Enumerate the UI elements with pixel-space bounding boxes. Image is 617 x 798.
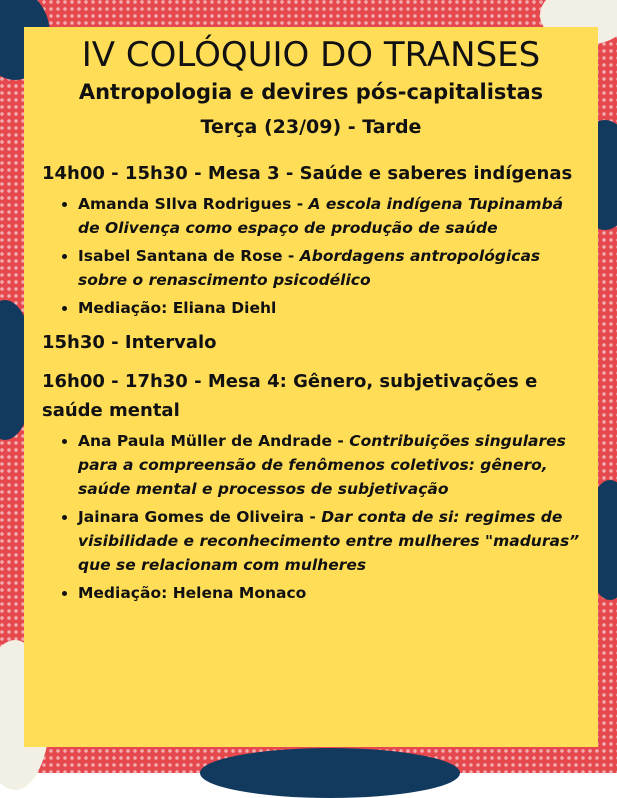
- session-mesa-4: [24, 367, 598, 605]
- session-title: 15h30 - Intervalo: [42, 332, 217, 353]
- session-title: 14h00 - 15h30 - Mesa 3 - Saúde e saberes indígenas: [42, 163, 573, 184]
- session-intervalo: [24, 328, 598, 357]
- list-item: [78, 505, 580, 577]
- talk-title: A escola indígena Tupinambá de Olivença como espaço de produção de saúde: [78, 195, 564, 237]
- subtitle: Antropologia e devires pós-capitalistas: [78, 80, 544, 104]
- talk-title: Dar conta de si: regimes de visibilidade e reconhecimento entre mulheres "maduras” que se relacionam com mulheres: [78, 508, 580, 574]
- moderator-name: Mediação: Helena Monaco: [78, 584, 307, 602]
- page-title: IV COLÓQUIO DO TRANSES: [81, 35, 541, 75]
- speaker-name: Amanda SIlva Rodrigues -: [78, 195, 309, 213]
- talk-title: Abordagens antropológicas sobre o renascimento psicodélico: [78, 247, 541, 289]
- list-item: [78, 192, 580, 240]
- list-item: [78, 244, 580, 292]
- session-mesa-3: [24, 159, 598, 320]
- speaker-name: Isabel Santana de Rose -: [78, 247, 300, 265]
- list-item: [78, 581, 580, 605]
- list-item: [78, 429, 580, 501]
- speaker-list: [42, 192, 580, 320]
- decorative-blob: [200, 748, 460, 798]
- program-panel: [24, 27, 598, 747]
- speaker-name: Jainara Gomes de Oliveira -: [78, 508, 322, 526]
- speaker-list: [42, 429, 580, 605]
- speaker-name: Ana Paula Müller de Andrade -: [78, 432, 350, 450]
- day-label: Terça (23/09) - Tarde: [200, 116, 422, 138]
- list-item: [78, 296, 580, 320]
- session-title: 16h00 - 17h30 - Mesa 4: Gênero, subjetivações e saúde mental: [42, 371, 538, 421]
- moderator-name: Mediação: Eliana Diehl: [78, 299, 277, 317]
- talk-title: Contribuições singulares para a compreensão de fenômenos coletivos: gênero, saúde mental e processos de subjetivação: [78, 432, 566, 498]
